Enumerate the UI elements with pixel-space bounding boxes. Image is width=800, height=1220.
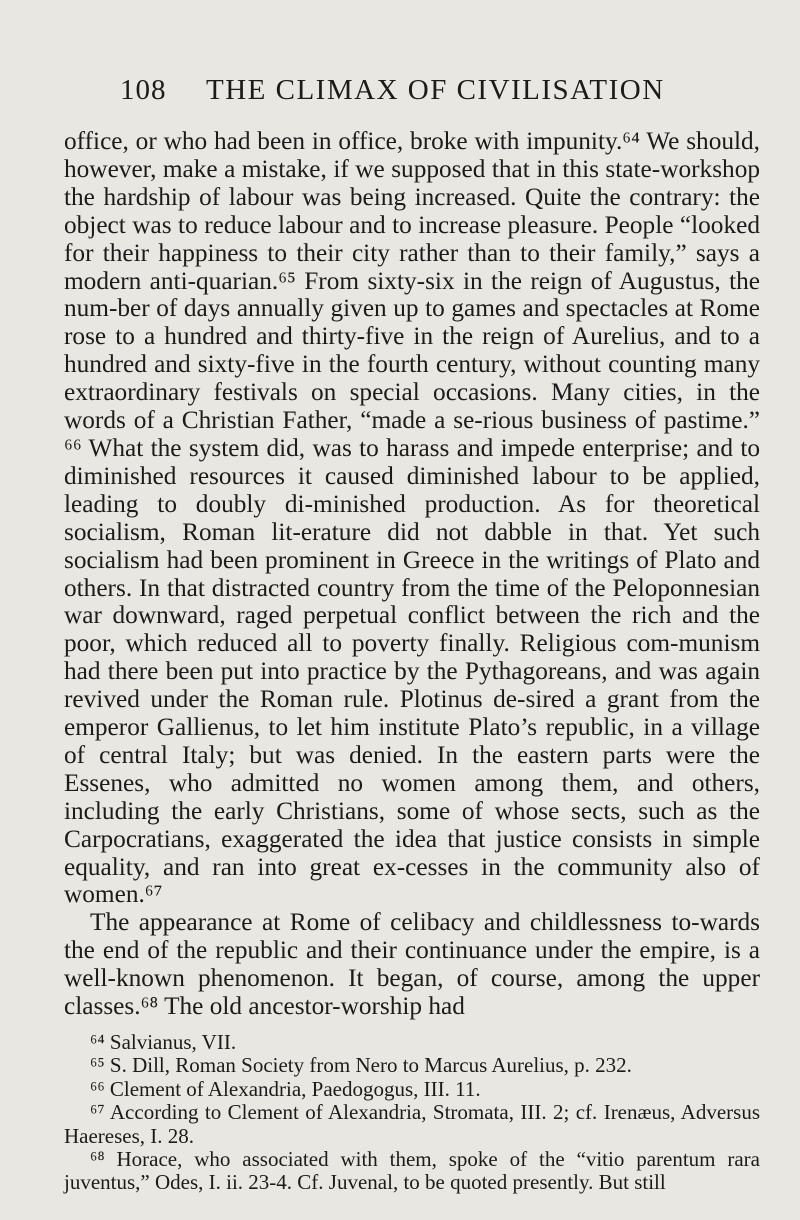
footnotes [64, 1031, 760, 1195]
footnote-67: ⁶⁷ According to Clement of Alexandria, Stromata, III. 2; cf. Irenæus, Adversus Haereses, I. 28. [64, 1100, 760, 1148]
paragraph-1: office, or who had been in office, broke with impunity.⁶⁴ We should, however, make a mistake, if we supposed that in this state-workshop the hardship of labour was being increased. Quite the contrary: the object was to reduce labour and to increase pleasure. People “looked for their happiness to their city rather than to their family,” says a modern anti-quarian.⁶⁵ From sixty-six in the reign of Augustus, the num-ber of days annually given up to games and spectacles at Rome rose to a hundred and thirty-five in the reign of Aurelius, and to a hundred and sixty-five in the fourth century, without counting many extraordinary festivals on special occasions. Many cities, in the words of a Christian Father, “made a se-rious business of pastime.” ⁶⁶ What the system did, was to harass and impede enterprise; and to diminished resources it caused diminished labour to be applied, leading to doubly di-minished production. As for theoretical socialism, Roman lit-erature did not dabble in that. Yet such socialism had been prominent in Greece in the writings of Plato and others. In that distracted country from the time of the Peloponnesian war downward, raged perpetual conflict between the rich and the poor, which reduced all to poverty finally. Religious com-munism had there been put into practice by the Pythagoreans, and was again revived under the Roman rule. Plotinus de-sired a grant from the emperor Gallienus, to let him institute Plato’s republic, in a village of central Italy; but was denied. In the eastern parts were the Essenes, who admitted no women among them, and others, including the early Christians, some of whose sects, such as the Carpocratians, exaggerated the idea that justice consists in simple equality, and ran into great ex-cesses in the community also of women.⁶⁷ [64, 127, 760, 909]
body-text [64, 128, 760, 1021]
running-title: THE CLIMAX OF CIVILISATION [206, 74, 665, 106]
running-head [120, 74, 760, 107]
footnote-64: ⁶⁴ Salvianus, VII. [90, 1030, 237, 1054]
page-number: 108 [120, 74, 167, 106]
footnote-66: ⁶⁶ Clement of Alexandria, Paedogogus, III. 11. [90, 1076, 481, 1101]
paragraph-2: The appearance at Rome of celibacy and childlessness to-wards the end of the republic and their continuance under the empire, is a well-known phenomenon. It began, of course, among the upper classes.⁶⁸ The old ancestor-worship had [64, 908, 760, 1021]
footnote-65: ⁶⁵ S. Dill, Roman Society from Nero to Marcus Aurelius, p. 232. [90, 1053, 632, 1078]
footnote-68: ⁶⁸ Horace, who associated with them, spoke of the “vitio parentum rara juventus,” Odes, I. ii. 23-4. Cf. Juvenal, to be quoted presently. But still [64, 1147, 760, 1195]
